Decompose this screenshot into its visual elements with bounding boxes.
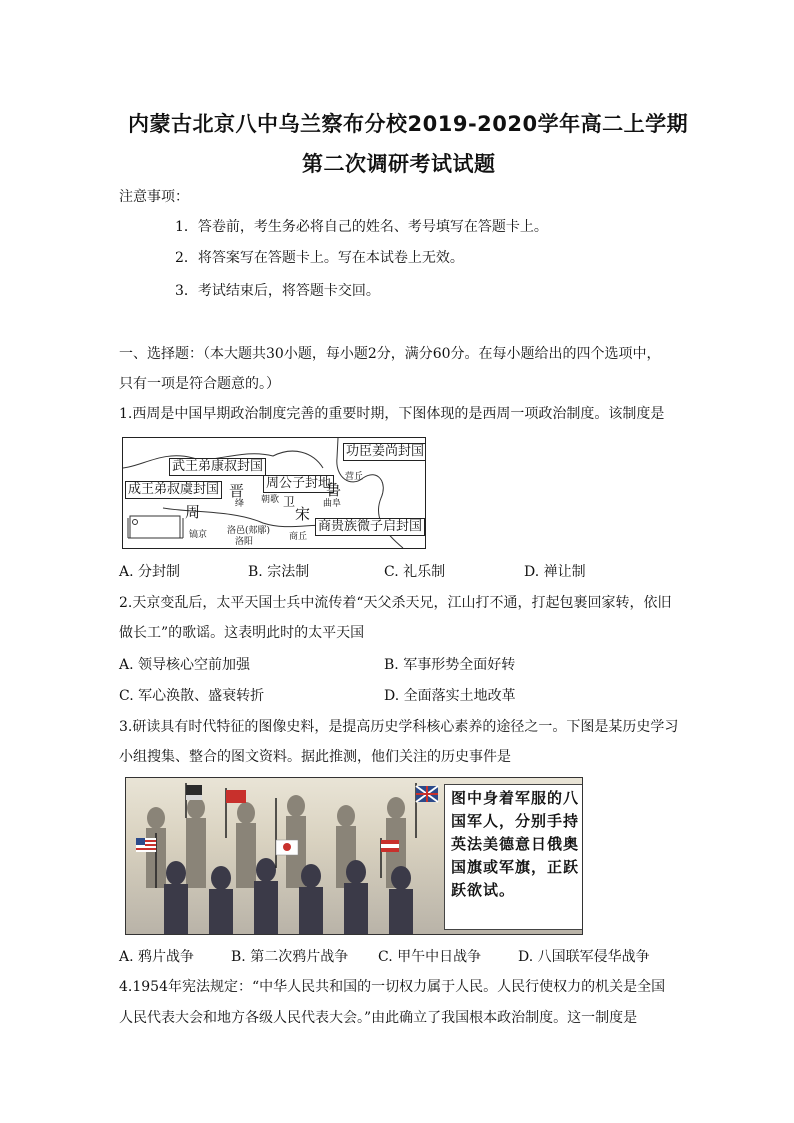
place-haojing: 镐京 <box>189 530 208 540</box>
q1-stem: 1.西周是中国早期政治制度完善的重要时期，下图体现的是西周一项政治制度。该制度是 <box>119 406 665 422</box>
q2-option-a: A. 领导核心空前加强 <box>119 657 251 673</box>
q1-option-a: A. 分封制 <box>119 564 181 580</box>
q1-option-b: B. 宗法制 <box>248 564 310 580</box>
label-jiangshang-fief: 功臣姜尚封国 <box>343 443 426 461</box>
notice-heading: 注意事项： <box>119 189 189 205</box>
q2-option-d: D. 全面落实土地改革 <box>384 688 516 704</box>
state-wei: 卫 <box>283 495 296 509</box>
notice-item-1: 1．答卷前，考生务必将自己的姓名、考号填写在答题卡上。 <box>175 219 548 235</box>
place-shangqiu: 商丘 <box>289 532 308 542</box>
place-jiang: 绛 <box>235 499 245 509</box>
q3-option-b: B. 第二次鸦片战争 <box>231 949 349 965</box>
page-title-line1: 内蒙古北京八中乌兰察布分校2019-2020学年高二上学期 <box>128 112 689 136</box>
q2-option-b: B. 军事形势全面好转 <box>384 657 516 673</box>
label-shuyu-fief: 成王弟叔虞封国 <box>125 481 222 499</box>
q2-stem-line2: 做长工”的歌谣。这表明此时的太平天国 <box>119 625 365 641</box>
western-zhou-fief-map <box>122 437 426 549</box>
q1-option-c: C. 礼乐制 <box>384 564 446 580</box>
eight-nation-soldiers-illustration <box>125 777 583 935</box>
place-yingqiu: 营丘 <box>345 472 364 482</box>
illustration-caption: 图中身着军服的八国军人，分别手持英法美德意日俄奥国旗或军旗，正跃跃欲试。 <box>444 784 583 930</box>
place-luoyi: 洛邑(郏鄏) <box>227 526 271 536</box>
notice-item-3: 3．考试结束后，将答题卡交回。 <box>175 283 380 299</box>
place-luoyang: 洛阳 <box>235 537 254 547</box>
section-heading-line1: 一、选择题：（本大题共30小题，每小题2分，满分60分。在每小题给出的四个选项中， <box>119 346 661 362</box>
q4-stem-line2: 人民代表大会和地方各级人民代表大会。”由此确立了我国根本政治制度。这一制度是 <box>119 1010 638 1026</box>
label-zhougong-son-fief: 周公子封地 <box>263 475 334 493</box>
state-lu: 鲁 <box>326 481 342 499</box>
q1-option-d: D. 禅让制 <box>524 564 586 580</box>
notice-item-2: 2．将答案写在答题卡上。写在本试卷上无效。 <box>175 250 464 266</box>
q3-stem-line2: 小组搜集、整合的图文资料。据此推测，他们关注的历史事件是 <box>119 749 511 765</box>
state-jin: 晋 <box>229 482 245 500</box>
q3-option-c: C. 甲午中日战争 <box>378 949 482 965</box>
q3-option-a: A. 鸦片战争 <box>119 949 195 965</box>
place-zhaoge: 朝歌 <box>261 495 280 505</box>
q2-stem-line1: 2.天京变乱后，太平天国士兵中流传着“天父杀天兄，江山打不通，打起包裹回家转，依旧 <box>119 595 672 611</box>
q3-option-d: D. 八国联军侵华战争 <box>518 949 650 965</box>
place-qufu: 曲阜 <box>323 499 342 509</box>
state-zhou: 周 <box>185 503 201 521</box>
label-weiziqi-fief: 商贵族微子启封国 <box>315 518 425 536</box>
q2-option-c: C. 军心涣散、盛衰转折 <box>119 688 265 704</box>
label-kangshu-fief: 武王弟康叔封国 <box>169 458 266 476</box>
page-title-line2: 第二次调研考试试题 <box>302 152 496 176</box>
state-song: 宋 <box>295 505 311 523</box>
section-heading-line2: 只有一项是符合题意的。） <box>119 376 280 392</box>
q3-stem-line1: 3.研读具有时代特征的图像史料，是提高历史学科核心素养的途径之一。下图是某历史学习 <box>119 719 679 735</box>
q4-stem-line1: 4.1954年宪法规定：“中华人民共和国的一切权力属于人民。人民行使权力的机关是全国 <box>119 979 666 995</box>
